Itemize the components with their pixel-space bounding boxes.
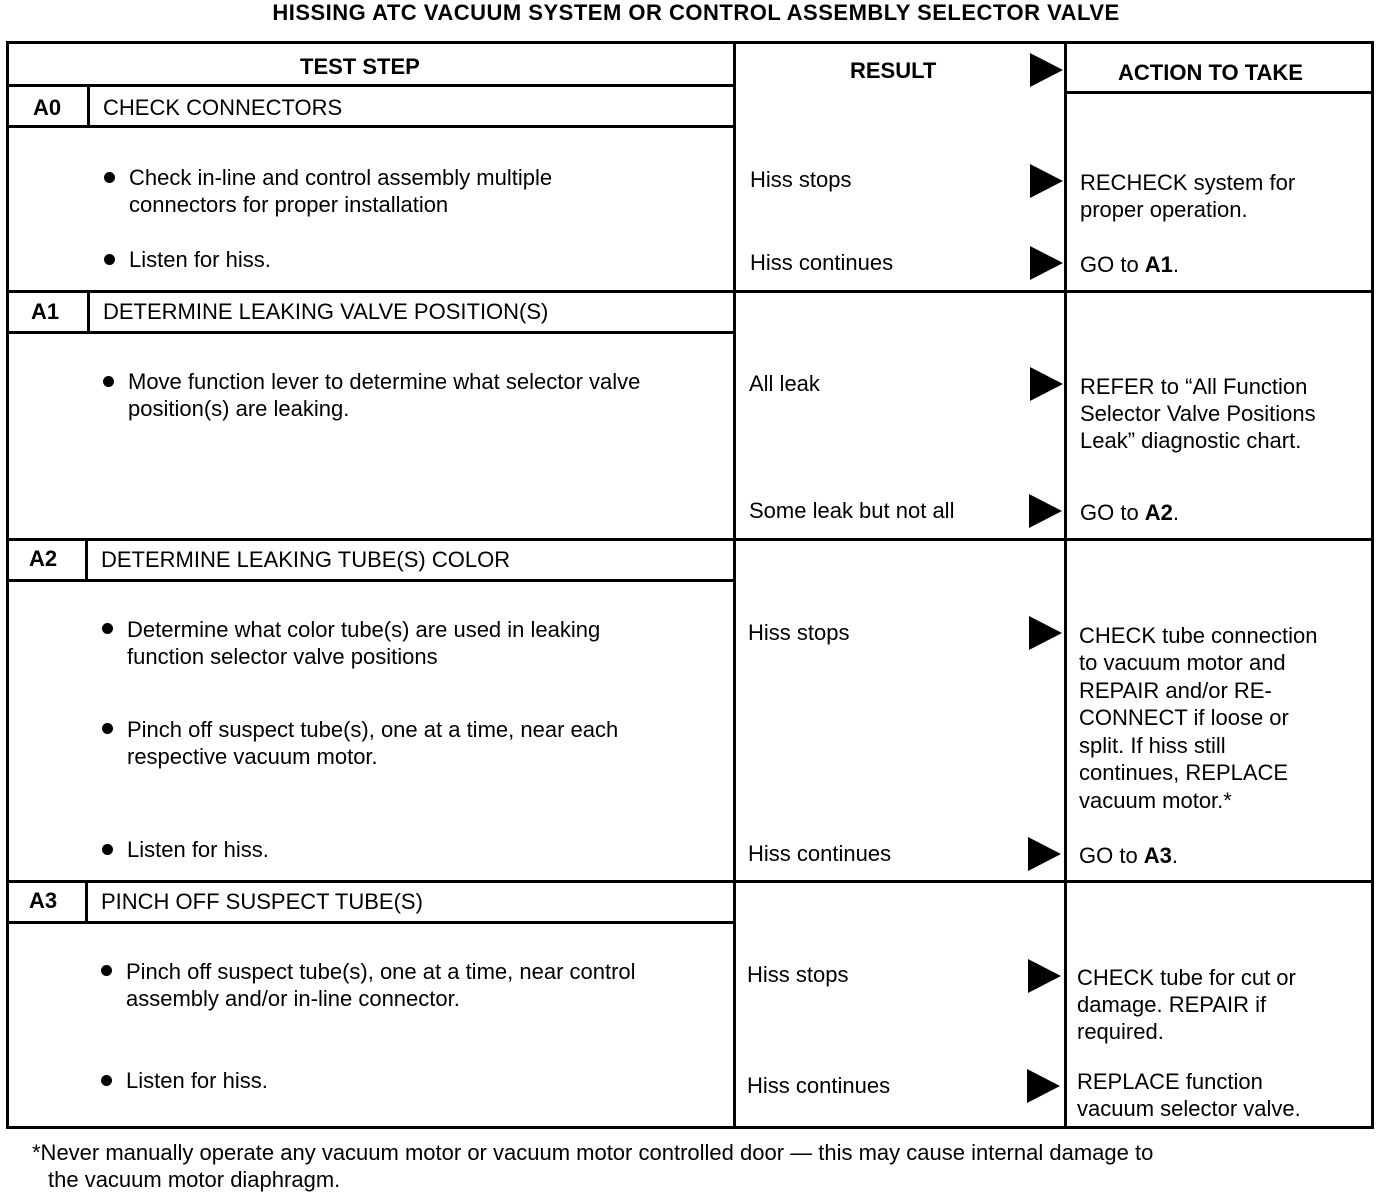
action-text: CHECK tube connection bbox=[1079, 623, 1318, 648]
action-text: REPLACE function bbox=[1077, 1069, 1263, 1094]
footnote bbox=[32, 1139, 1153, 1193]
test-step-text: Determine what color tube(s) are used in leaking bbox=[127, 617, 601, 642]
footnote-line: the vacuum motor diaphragm. bbox=[48, 1167, 341, 1192]
header-divider bbox=[1064, 91, 1374, 94]
arrow-icon bbox=[1029, 616, 1062, 650]
header-arrow-icon bbox=[1030, 53, 1063, 87]
arrow-icon bbox=[1030, 164, 1063, 198]
column-divider bbox=[733, 41, 736, 1129]
result-text: Hiss continues bbox=[747, 1073, 891, 1098]
arrow-icon bbox=[1028, 837, 1061, 871]
footnote-line: *Never manually operate any vacuum motor or vacuum motor controlled door — this may cause internal damage to bbox=[32, 1140, 1154, 1165]
step-code: A2 bbox=[28, 546, 58, 571]
test-step-text: respective vacuum motor. bbox=[127, 744, 378, 769]
test-step-text: Listen for hiss. bbox=[129, 247, 271, 272]
step-code: A3 bbox=[28, 888, 58, 913]
step-name: PINCH OFF SUSPECT TUBE(S) bbox=[101, 889, 423, 914]
step-title-divider bbox=[87, 290, 90, 333]
action-text: vacuum motor.* bbox=[1079, 788, 1232, 813]
action-text: proper operation. bbox=[1080, 197, 1248, 222]
test-step-text: Move function lever to determine what selector valve bbox=[128, 369, 641, 394]
bullet-icon bbox=[102, 623, 113, 634]
test-step-text: Pinch off suspect tube(s), one at a time, near each bbox=[127, 717, 619, 742]
bullet-icon bbox=[101, 965, 112, 976]
result-text: Hiss stops bbox=[748, 620, 850, 645]
bullet-icon bbox=[104, 254, 115, 265]
step-divider bbox=[6, 538, 1374, 541]
action-text: RECHECK system for bbox=[1080, 170, 1296, 195]
action-text: REFER to “All Function bbox=[1080, 374, 1308, 399]
arrow-icon bbox=[1030, 246, 1063, 280]
step-title-underline bbox=[6, 331, 736, 334]
step-title-divider bbox=[87, 84, 90, 127]
step-divider bbox=[6, 290, 1374, 293]
result-text: Some leak but not all bbox=[749, 498, 955, 523]
action-text: vacuum selector valve. bbox=[1077, 1096, 1301, 1121]
step-title-underline bbox=[6, 921, 736, 924]
action-text: CONNECT if loose or bbox=[1079, 705, 1289, 730]
column-divider bbox=[1064, 41, 1067, 1129]
header-result: RESULT bbox=[850, 58, 937, 83]
header-action: ACTION TO TAKE bbox=[1118, 60, 1303, 85]
bullet-icon bbox=[102, 723, 113, 734]
step-title-underline bbox=[6, 579, 736, 582]
bullet-icon bbox=[104, 172, 115, 183]
action-goto: GO to A2. bbox=[1080, 500, 1180, 525]
action-text: Leak” diagnostic chart. bbox=[1080, 428, 1302, 453]
result-text: Hiss continues bbox=[748, 841, 892, 866]
step-divider bbox=[6, 880, 1374, 883]
step-code: A1 bbox=[30, 299, 60, 324]
step-title-underline bbox=[6, 125, 736, 128]
test-step-text: assembly and/or in-line connector. bbox=[126, 986, 460, 1011]
arrow-icon bbox=[1028, 959, 1061, 993]
bullet-icon bbox=[103, 376, 114, 387]
step-code: A0 bbox=[32, 95, 62, 120]
test-step-text: position(s) are leaking. bbox=[128, 396, 350, 421]
action-text: to vacuum motor and bbox=[1079, 650, 1286, 675]
action-goto: GO to A1. bbox=[1080, 252, 1180, 277]
action-text: CHECK tube for cut or bbox=[1077, 965, 1296, 990]
test-step-text: Check in-line and control assembly multiple bbox=[129, 165, 553, 190]
step-name: DETERMINE LEAKING TUBE(S) COLOR bbox=[101, 547, 511, 572]
action-text: required. bbox=[1077, 1019, 1164, 1044]
result-text: Hiss stops bbox=[750, 167, 852, 192]
test-step-text: Pinch off suspect tube(s), one at a time, near control bbox=[126, 959, 636, 984]
result-text: All leak bbox=[749, 371, 820, 396]
action-goto: GO to A3. bbox=[1079, 843, 1179, 868]
action-text: continues, REPLACE bbox=[1079, 760, 1289, 785]
action-text: REPAIR and/or RE- bbox=[1079, 678, 1272, 703]
page-title: HISSING ATC VACUUM SYSTEM OR CONTROL ASSEMBLY SELECTOR VALVE bbox=[272, 0, 1120, 25]
bullet-icon bbox=[102, 844, 113, 855]
step-name: CHECK CONNECTORS bbox=[103, 95, 343, 120]
header-test-step: TEST STEP bbox=[300, 54, 420, 79]
test-step-text: Listen for hiss. bbox=[126, 1068, 268, 1093]
test-step-text: function selector valve positions bbox=[127, 644, 438, 669]
result-text: Hiss continues bbox=[750, 250, 894, 275]
step-title-divider bbox=[85, 538, 88, 581]
action-text: split. If hiss still bbox=[1079, 733, 1226, 758]
test-step-text: Listen for hiss. bbox=[127, 837, 269, 862]
arrow-icon bbox=[1030, 367, 1063, 401]
step-title-divider bbox=[85, 880, 88, 923]
header-divider bbox=[6, 84, 736, 87]
step-name: DETERMINE LEAKING VALVE POSITION(S) bbox=[103, 299, 549, 324]
action-text: damage. REPAIR if bbox=[1077, 992, 1267, 1017]
action-text: Selector Valve Positions bbox=[1080, 401, 1316, 426]
arrow-icon bbox=[1027, 1069, 1060, 1103]
result-text: Hiss stops bbox=[747, 962, 849, 987]
bullet-icon bbox=[101, 1075, 112, 1086]
test-step-text: connectors for proper installation bbox=[129, 192, 449, 217]
arrow-icon bbox=[1029, 494, 1062, 528]
